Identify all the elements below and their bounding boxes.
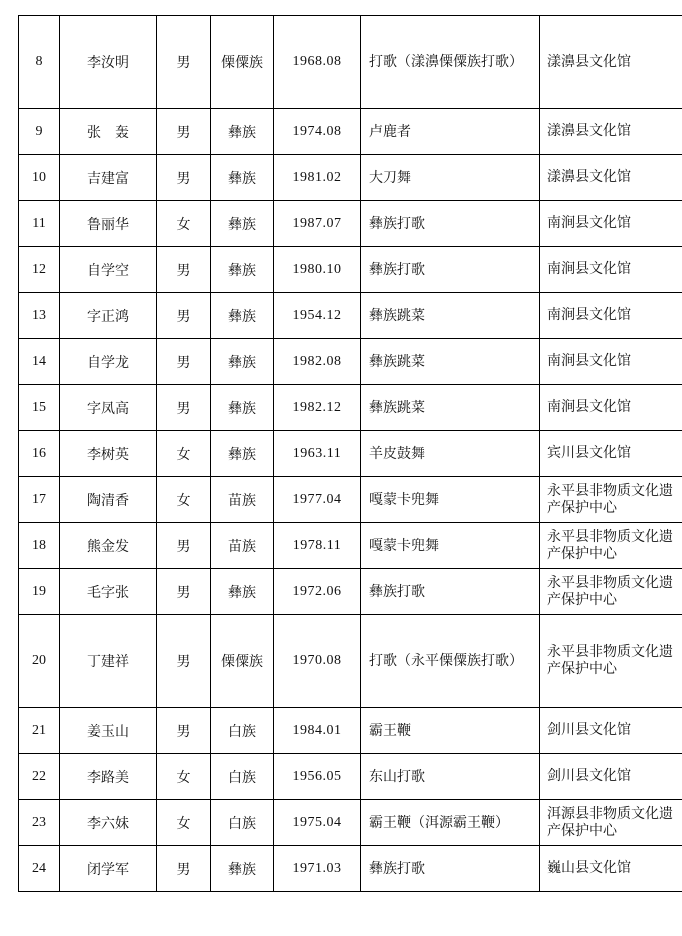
table-row <box>19 339 682 385</box>
project-text: 打歌（漾濞傈僳族打歌） <box>369 54 523 70</box>
project-text: 嘎蒙卡兜舞 <box>369 537 439 554</box>
cell-number: 20 <box>19 615 60 708</box>
cell-number: 9 <box>19 109 60 155</box>
cell-number: 24 <box>19 846 60 892</box>
cell-birth-date: 1974.08 <box>274 109 361 155</box>
cell-birth-date: 1968.08 <box>274 16 361 109</box>
cell-ethnicity: 傈僳族 <box>211 16 274 109</box>
cell-project <box>361 109 540 155</box>
table-row <box>19 385 682 431</box>
table-row <box>19 16 682 109</box>
cell-sex: 男 <box>157 385 211 431</box>
project-text: 霸王鞭（洱源霸王鞭） <box>369 814 509 831</box>
unit-text: 漾濞县文化馆 <box>547 53 631 70</box>
table-row <box>19 569 682 615</box>
project-text: 彝族跳菜 <box>369 353 425 370</box>
cell-name: 闭学军 <box>60 846 157 892</box>
project-text: 大刀舞 <box>369 169 411 186</box>
table-row <box>19 431 682 477</box>
cell-name: 自学龙 <box>60 339 157 385</box>
cell-sex: 男 <box>157 155 211 201</box>
cell-sex: 男 <box>157 109 211 155</box>
cell-ethnicity: 彝族 <box>211 201 274 247</box>
unit-text: 永平县非物质文化遗产保护中心 <box>547 482 673 516</box>
table-row <box>19 754 682 800</box>
cell-number: 23 <box>19 800 60 846</box>
project-text: 彝族跳菜 <box>369 307 425 324</box>
cell-ethnicity: 苗族 <box>211 477 274 523</box>
table-body <box>19 16 682 892</box>
unit-text: 剑川县文化馆 <box>547 722 631 738</box>
cell-ethnicity: 彝族 <box>211 569 274 615</box>
cell-ethnicity: 彝族 <box>211 109 274 155</box>
cell-number: 14 <box>19 339 60 385</box>
cell-birth-date: 1984.01 <box>274 708 361 754</box>
cell-sex: 女 <box>157 201 211 247</box>
table-row <box>19 800 682 846</box>
cell-project <box>361 800 540 846</box>
cell-project <box>361 477 540 523</box>
cell-sex: 男 <box>157 846 211 892</box>
cell-ethnicity: 彝族 <box>211 293 274 339</box>
cell-unit <box>540 431 682 477</box>
cell-unit <box>540 569 682 615</box>
cell-project <box>361 754 540 800</box>
cell-number: 18 <box>19 523 60 569</box>
cell-project <box>361 708 540 754</box>
cell-name: 字凤高 <box>60 385 157 431</box>
project-text: 彝族打歌 <box>369 215 425 232</box>
cell-number: 17 <box>19 477 60 523</box>
cell-name: 张 轰 <box>60 109 157 155</box>
cell-birth-date: 1975.04 <box>274 800 361 846</box>
cell-ethnicity: 彝族 <box>211 155 274 201</box>
cell-name: 李树英 <box>60 431 157 477</box>
cell-project <box>361 339 540 385</box>
unit-text: 巍山县文化馆 <box>547 860 631 876</box>
cell-birth-date: 1982.08 <box>274 339 361 385</box>
cell-name: 字正鸿 <box>60 293 157 339</box>
cell-ethnicity: 白族 <box>211 800 274 846</box>
cell-unit <box>540 109 682 155</box>
table-row <box>19 247 682 293</box>
cell-sex: 男 <box>157 16 211 109</box>
cell-unit <box>540 16 682 109</box>
cell-birth-date: 1987.07 <box>274 201 361 247</box>
table-row <box>19 109 682 155</box>
cell-sex: 男 <box>157 615 211 708</box>
project-text: 卢鹿者 <box>369 123 411 140</box>
project-text: 彝族打歌 <box>369 261 425 278</box>
cell-name: 毛字张 <box>60 569 157 615</box>
cell-unit <box>540 155 682 201</box>
cell-ethnicity: 彝族 <box>211 339 274 385</box>
cell-sex: 女 <box>157 800 211 846</box>
unit-text: 南涧县文化馆 <box>547 215 631 231</box>
cell-sex: 男 <box>157 569 211 615</box>
cell-unit <box>540 293 682 339</box>
unit-text: 南涧县文化馆 <box>547 399 631 415</box>
cell-ethnicity: 彝族 <box>211 247 274 293</box>
cell-ethnicity: 苗族 <box>211 523 274 569</box>
unit-text: 漾濞县文化馆 <box>547 169 631 185</box>
cell-birth-date: 1980.10 <box>274 247 361 293</box>
cell-project <box>361 385 540 431</box>
cell-name: 姜玉山 <box>60 708 157 754</box>
cell-birth-date: 1970.08 <box>274 615 361 708</box>
cell-number: 22 <box>19 754 60 800</box>
unit-text: 永平县非物质文化遗产保护中心 <box>547 644 673 677</box>
cell-unit <box>540 477 682 523</box>
unit-text: 永平县非物质文化遗产保护中心 <box>547 528 673 562</box>
cell-project <box>361 569 540 615</box>
cell-birth-date: 1963.11 <box>274 431 361 477</box>
cell-ethnicity: 彝族 <box>211 385 274 431</box>
cell-birth-date: 1971.03 <box>274 846 361 892</box>
cell-project <box>361 846 540 892</box>
cell-number: 15 <box>19 385 60 431</box>
cell-ethnicity: 白族 <box>211 754 274 800</box>
project-text: 嘎蒙卡兜舞 <box>369 491 439 508</box>
unit-text: 洱源县非物质文化遗产保护中心 <box>547 805 673 839</box>
cell-unit <box>540 339 682 385</box>
cell-number: 10 <box>19 155 60 201</box>
cell-ethnicity: 彝族 <box>211 431 274 477</box>
cell-ethnicity: 彝族 <box>211 846 274 892</box>
cell-unit <box>540 385 682 431</box>
table-row <box>19 293 682 339</box>
table-row <box>19 155 682 201</box>
cell-number: 13 <box>19 293 60 339</box>
cell-birth-date: 1978.11 <box>274 523 361 569</box>
cell-sex: 男 <box>157 523 211 569</box>
cell-ethnicity: 傈僳族 <box>211 615 274 708</box>
cell-name: 李汝明 <box>60 16 157 109</box>
unit-text: 南涧县文化馆 <box>547 307 631 323</box>
cell-name: 丁建祥 <box>60 615 157 708</box>
cell-project <box>361 293 540 339</box>
cell-sex: 男 <box>157 247 211 293</box>
cell-project <box>361 431 540 477</box>
cell-number: 11 <box>19 201 60 247</box>
cell-number: 8 <box>19 16 60 109</box>
cell-name: 自学空 <box>60 247 157 293</box>
inheritor-table <box>18 15 682 892</box>
table-row <box>19 201 682 247</box>
project-text: 彝族打歌 <box>369 860 425 877</box>
cell-project <box>361 155 540 201</box>
cell-project <box>361 201 540 247</box>
cell-unit <box>540 754 682 800</box>
cell-number: 16 <box>19 431 60 477</box>
cell-project <box>361 523 540 569</box>
cell-sex: 男 <box>157 339 211 385</box>
cell-unit <box>540 708 682 754</box>
cell-name: 熊金发 <box>60 523 157 569</box>
project-text: 彝族跳菜 <box>369 399 425 416</box>
cell-birth-date: 1977.04 <box>274 477 361 523</box>
cell-birth-date: 1982.12 <box>274 385 361 431</box>
cell-project <box>361 615 540 708</box>
cell-name: 陶清香 <box>60 477 157 523</box>
cell-unit <box>540 615 682 708</box>
table-row <box>19 708 682 754</box>
cell-unit <box>540 800 682 846</box>
unit-text: 漾濞县文化馆 <box>547 123 631 139</box>
cell-unit <box>540 523 682 569</box>
cell-name: 吉建富 <box>60 155 157 201</box>
cell-unit <box>540 247 682 293</box>
cell-birth-date: 1981.02 <box>274 155 361 201</box>
cell-ethnicity: 白族 <box>211 708 274 754</box>
cell-unit <box>540 201 682 247</box>
cell-sex: 女 <box>157 431 211 477</box>
table-row <box>19 615 682 708</box>
project-text: 霸王鞭 <box>369 722 411 739</box>
cell-number: 19 <box>19 569 60 615</box>
table-row <box>19 846 682 892</box>
unit-text: 宾川县文化馆 <box>547 445 631 461</box>
cell-birth-date: 1972.06 <box>274 569 361 615</box>
cell-birth-date: 1954.12 <box>274 293 361 339</box>
unit-text: 南涧县文化馆 <box>547 261 631 277</box>
table-row <box>19 477 682 523</box>
cell-sex: 女 <box>157 754 211 800</box>
cell-sex: 男 <box>157 708 211 754</box>
cell-birth-date: 1956.05 <box>274 754 361 800</box>
cell-number: 21 <box>19 708 60 754</box>
cell-name: 李六妹 <box>60 800 157 846</box>
cell-unit <box>540 846 682 892</box>
table-row <box>19 523 682 569</box>
cell-name: 鲁丽华 <box>60 201 157 247</box>
unit-text: 永平县非物质文化遗产保护中心 <box>547 574 673 608</box>
project-text: 打歌（永平傈僳族打歌） <box>369 653 523 669</box>
cell-name: 李路美 <box>60 754 157 800</box>
cell-sex: 男 <box>157 293 211 339</box>
unit-text: 南涧县文化馆 <box>547 353 631 369</box>
unit-text: 剑川县文化馆 <box>547 768 631 784</box>
cell-sex: 女 <box>157 477 211 523</box>
cell-project <box>361 247 540 293</box>
cell-project <box>361 16 540 109</box>
cell-number: 12 <box>19 247 60 293</box>
project-text: 彝族打歌 <box>369 583 425 600</box>
project-text: 羊皮鼓舞 <box>369 445 425 462</box>
project-text: 东山打歌 <box>369 768 425 785</box>
